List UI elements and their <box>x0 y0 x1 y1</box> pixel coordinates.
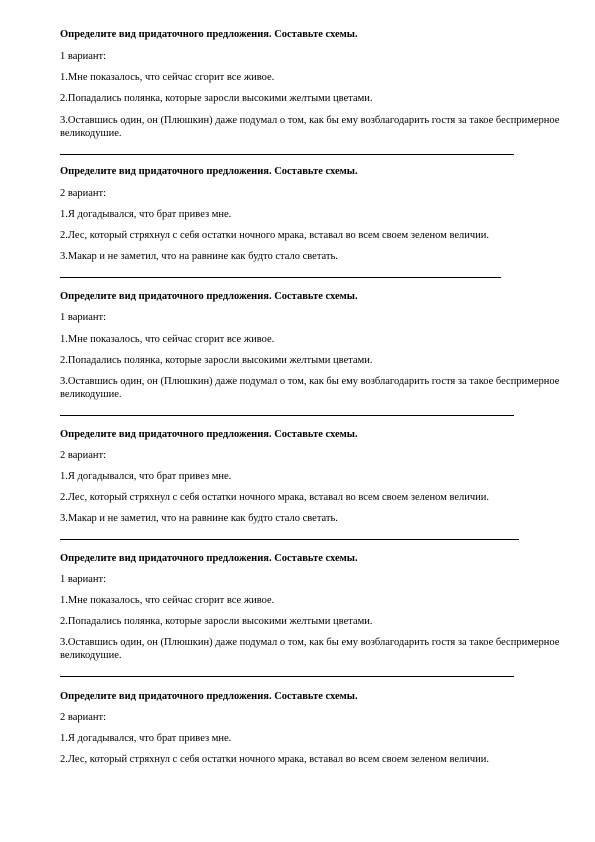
task-item: 2.Лес, который стряхнул с себя остатки ночного мрака, вставал во всем своем зеленом величии. <box>60 230 490 241</box>
divider-line <box>60 676 514 677</box>
variant-label: 2 вариант: <box>60 188 107 199</box>
divider-line <box>60 539 519 540</box>
block-title: Определите вид придаточного предложения. Составьте схемы. <box>60 429 358 440</box>
task-item: 2.Попадались полянка, которые заросли высокими желтыми цветами. <box>60 93 373 104</box>
block-title: Определите вид придаточного предложения. Составьте схемы. <box>60 29 358 40</box>
block-title: Определите вид придаточного предложения. Составьте схемы. <box>60 691 358 702</box>
task-item: 3.Оставшись один, он (Плюшкин) даже подумал о том, как бы ему возблагодарить гостя за такое беспримерное великодушие. <box>60 376 560 400</box>
task-item: 3.Макар и не заметил, что на равнине как будто стало светать. <box>60 251 338 262</box>
divider-line <box>60 415 514 416</box>
task-item: 1.Мне показалось, что сейчас сгорит все живое. <box>60 595 275 606</box>
task-item: 2.Лес, который стряхнул с себя остатки ночного мрака, вставал во всем своем зеленом величии. <box>60 492 490 503</box>
task-item: 1.Я догадывался, что брат привез мне. <box>60 733 232 744</box>
block-title: Определите вид придаточного предложения. Составьте схемы. <box>60 553 358 564</box>
task-item: 1.Я догадывался, что брат привез мне. <box>60 471 232 482</box>
block-title: Определите вид придаточного предложения. Составьте схемы. <box>60 166 358 177</box>
variant-label: 1 вариант: <box>60 574 107 585</box>
task-item: 1.Я догадывался, что брат привез мне. <box>60 209 232 220</box>
variant-label: 2 вариант: <box>60 450 107 461</box>
variant-label: 1 вариант: <box>60 51 107 62</box>
block-title: Определите вид придаточного предложения. Составьте схемы. <box>60 291 358 302</box>
task-item: 2.Лес, который стряхнул с себя остатки ночного мрака, вставал во всем своем зеленом величии. <box>60 754 490 765</box>
divider-line <box>60 154 514 155</box>
task-item: 1.Мне показалось, что сейчас сгорит все живое. <box>60 334 275 345</box>
divider-line <box>60 277 501 278</box>
variant-label: 2 вариант: <box>60 712 107 723</box>
task-item: 3.Оставшись один, он (Плюшкин) даже подумал о том, как бы ему возблагодарить гостя за такое беспримерное великодушие. <box>60 115 560 139</box>
variant-label: 1 вариант: <box>60 312 107 323</box>
task-item: 1.Мне показалось, что сейчас сгорит все живое. <box>60 72 275 83</box>
task-item: 3.Макар и не заметил, что на равнине как будто стало светать. <box>60 513 338 524</box>
task-item: 2.Попадались полянка, которые заросли высокими желтыми цветами. <box>60 355 373 366</box>
task-item: 3.Оставшись один, он (Плюшкин) даже подумал о том, как бы ему возблагодарить гостя за такое беспримерное великодушие. <box>60 637 560 661</box>
task-item: 2.Попадались полянка, которые заросли высокими желтыми цветами. <box>60 616 373 627</box>
